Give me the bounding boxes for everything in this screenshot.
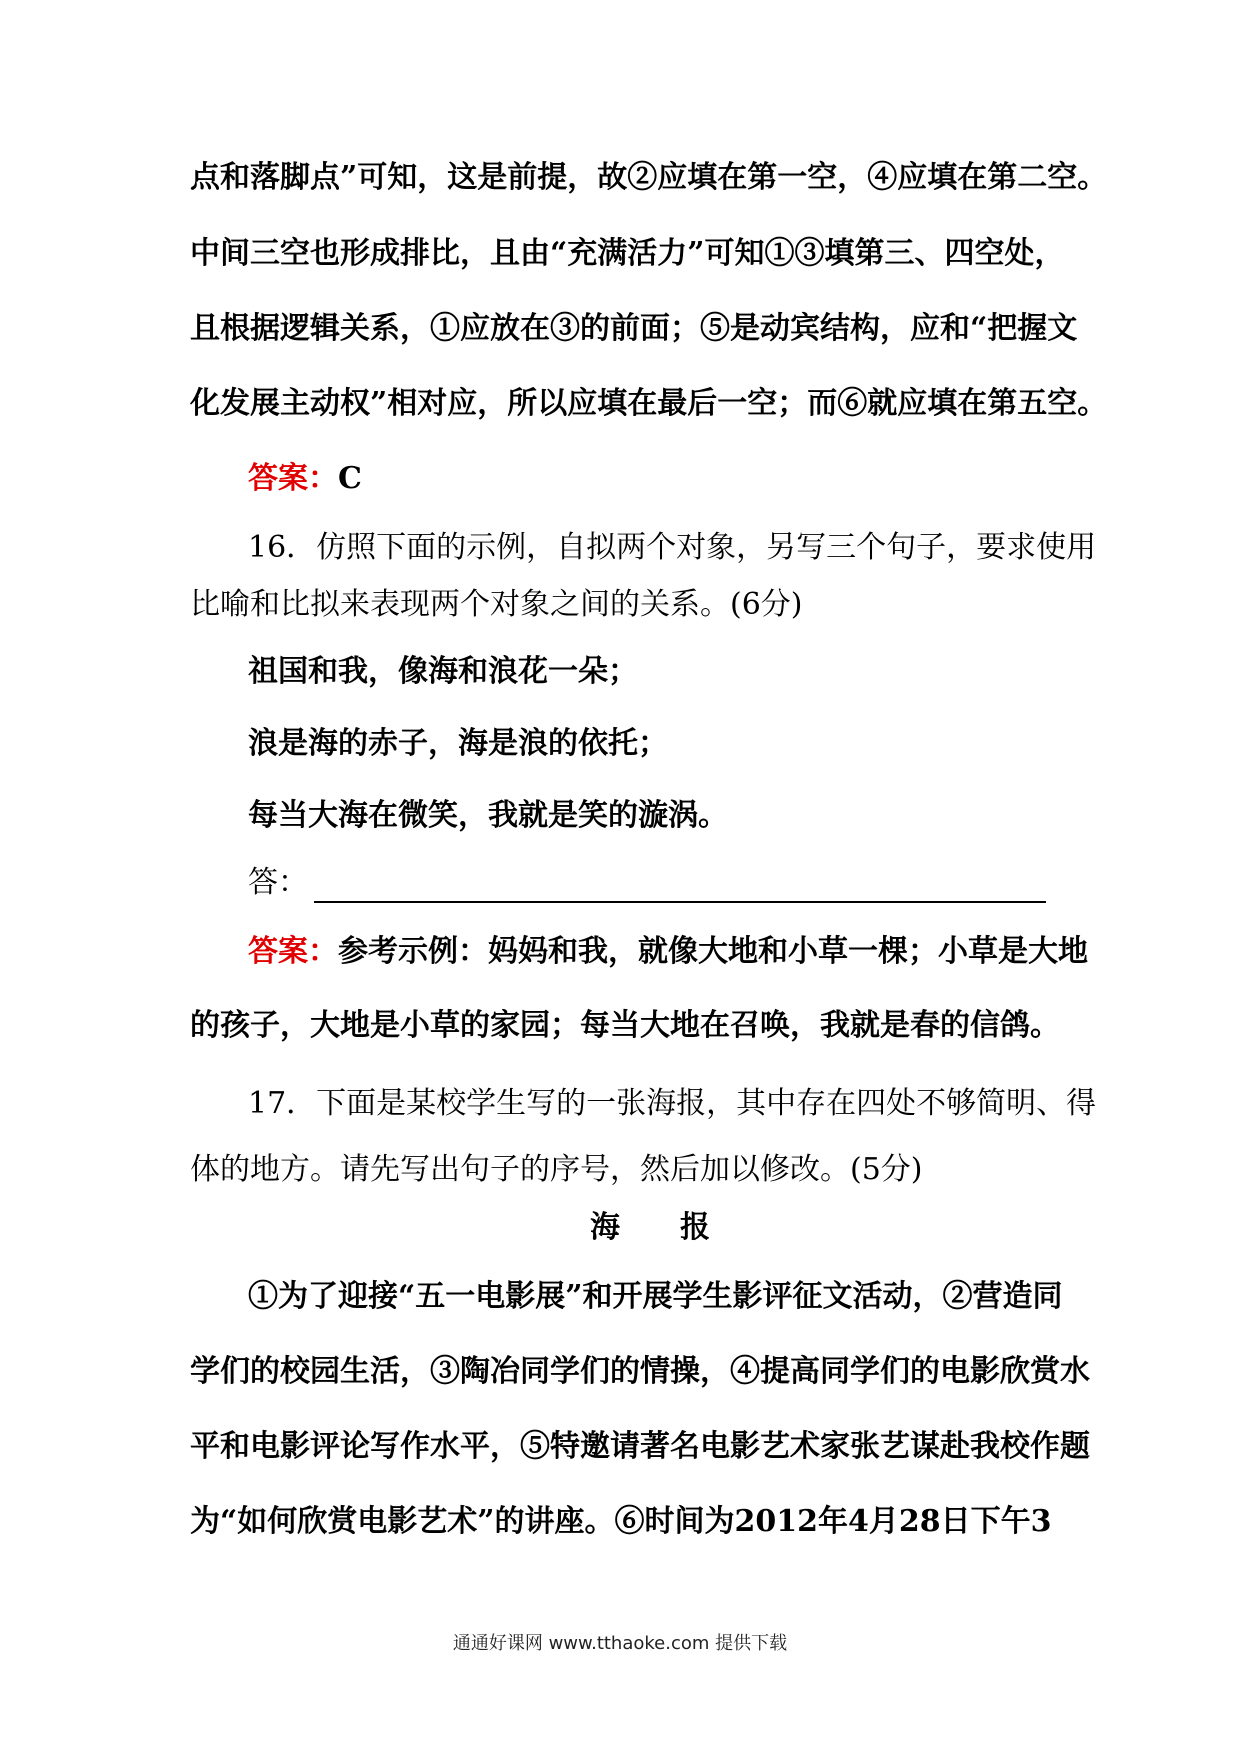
answer-blank-line xyxy=(314,865,1046,903)
explanation-line-2: 中间三空也形成排比，且由“充满活力”可知①③填第三、四空处， xyxy=(190,236,1065,271)
answer-prompt: 答： xyxy=(248,865,308,900)
answer-line xyxy=(248,863,1060,903)
answer-value: C xyxy=(338,461,362,496)
answer-16-line-1 xyxy=(248,932,1088,972)
example-line-1: 祖国和我，像海和浪花一朵； xyxy=(248,654,638,689)
question-17-line-2: 体的地方。请先写出句子的序号，然后加以修改。(5分) xyxy=(190,1152,923,1187)
explanation-line-1: 点和落脚点”可知，这是前提，故②应填在第一空，④应填在第二空。 xyxy=(190,160,1108,195)
example-line-2: 浪是海的赤子，海是浪的依托； xyxy=(248,726,668,761)
poster-line-3: 平和电影评论写作水平，⑤特邀请著名电影艺术家张艺谋赴我校作题 xyxy=(190,1429,1090,1464)
answer-label: 答案： xyxy=(248,934,338,969)
question-16-line-1: 16．仿照下面的示例，自拟两个对象，另写三个句子，要求使用 xyxy=(248,530,1097,565)
poster-title: 海 报 xyxy=(590,1210,710,1245)
example-line-3: 每当大海在微笑，我就是笑的漩涡。 xyxy=(248,798,728,833)
poster-line-4: 为“如何欣赏电影艺术”的讲座。⑥时间为2012年4月28日下午3 xyxy=(190,1504,1052,1539)
answer-label: 答案： xyxy=(248,461,338,496)
page-footer: 通通好课网 www.tthaoke.com 提供下载 xyxy=(452,1633,788,1654)
answer-16-line-2: 的孩子，大地是小草的家园；每当大地在召唤，我就是春的信鸽。 xyxy=(190,1008,1060,1043)
answer-16-text: 参考示例：妈妈和我，就像大地和小草一棵；小草是大地 xyxy=(338,934,1088,969)
question-16-line-2: 比喻和比拟来表现两个对象之间的关系。(6分) xyxy=(190,587,803,622)
explanation-line-3: 且根据逻辑关系，①应放在③的前面；⑤是动宾结构，应和“把握文 xyxy=(190,311,1078,346)
answer-15 xyxy=(248,459,1060,499)
poster-line-2: 学们的校园生活，③陶冶同学们的情操，④提高同学们的电影欣赏水 xyxy=(190,1354,1090,1389)
question-17-line-1: 17．下面是某校学生写的一张海报，其中存在四处不够简明、得 xyxy=(248,1086,1097,1121)
poster-line-1: ①为了迎接“五一电影展”和开展学生影评征文活动，②营造同 xyxy=(248,1279,1063,1314)
explanation-line-4: 化发展主动权”相对应，所以应填在最后一空；而⑥就应填在第五空。 xyxy=(190,386,1108,421)
